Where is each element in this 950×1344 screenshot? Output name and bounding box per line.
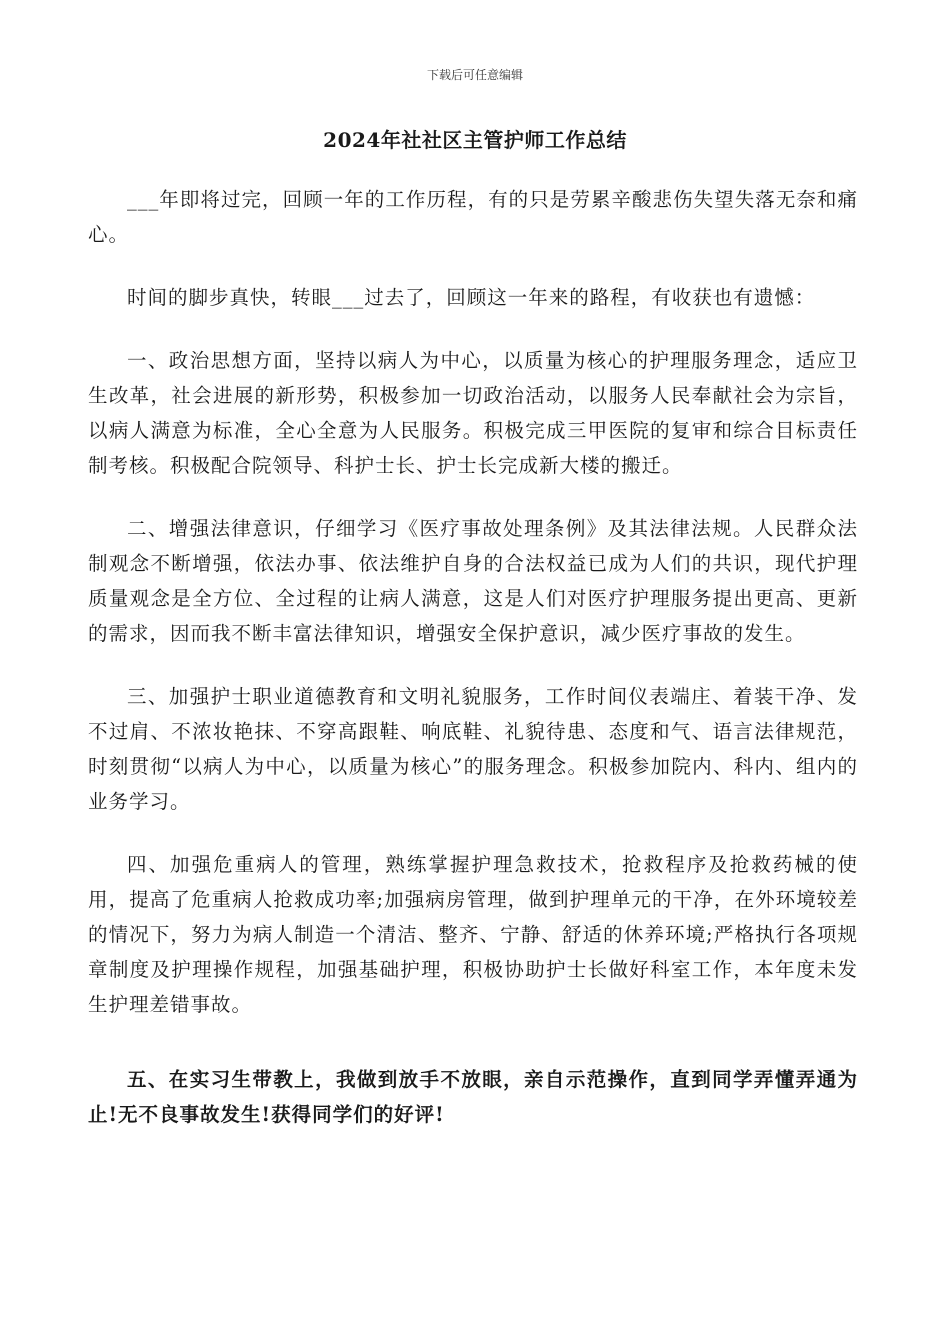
- page-header: 下载后可任意编辑: [426, 68, 523, 82]
- paragraph-intro: ___年即将过完，回顾一年的工作历程，有的只是劳累辛酸悲伤失望失落无奈和痛心。: [88, 188, 858, 246]
- paragraph-section-4: 四、加强危重病人的管理，熟练掌握护理急救技术，抢救程序及抢救药械的使用，提高了危重病人抢救成功率;加强病房管理，做到护理单元的干净，在外环境较差的情况下，努力为病人制造一个清洁、整齐、宁静、舒适的休养环境;严格执行各项规章制度及护理操作规程，加强基础护理，积极协助护士长做好科室工作，本年度未发生护理差错事故。: [88, 853, 858, 1016]
- document-body: [88, 182, 858, 1160]
- document-title: 2024年社社区主管护师工作总结: [323, 128, 627, 152]
- paragraph-section-3: 三、加强护士职业道德教育和文明礼貌服务，工作时间仪表端庄、着装干净、发不过肩、不浓妆艳抹、不穿高跟鞋、响底鞋、礼貌待患、态度和气、语言法律规范，时刻贯彻“以病人为中心，以质量为核心”的服务理念。积极参加院内、科内、组内的业务学习。: [88, 685, 858, 813]
- paragraph-section-2: 二、增强法律意识，仔细学习《医疗事故处理条例》及其法律法规。人民群众法制观念不断增强，依法办事、依法维护自身的合法权益已成为人们的共识，现代护理质量观念是全方位、全过程的让病人满意，这是人们对医疗护理服务提出更高、更新的需求，因而我不断丰富法律知识，增强安全保护意识，减少医疗事故的发生。: [88, 517, 858, 645]
- paragraph-review: 时间的脚步真快，转眼___过去了，回顾这一年来的路程，有收获也有遗憾：: [127, 286, 816, 309]
- paragraph-section-1: 一、政治思想方面，坚持以病人为中心，以质量为核心的护理服务理念，适应卫生改革，社会进展的新形势，积极参加一切政治活动，以服务人民奉献社会为宗旨，以病人满意为标准，全心全意为人民服务。积极完成三甲医院的复审和综合目标责任制考核。积极配合院领导、科护士长、护士长完成新大楼的搬迁。: [88, 349, 858, 477]
- paragraph-section-5: 五、在实习生带教上，我做到放手不放眼，亲自示范操作，直到同学弄懂弄通为止!无不良事故发生!获得同学们的好评!: [88, 1068, 858, 1126]
